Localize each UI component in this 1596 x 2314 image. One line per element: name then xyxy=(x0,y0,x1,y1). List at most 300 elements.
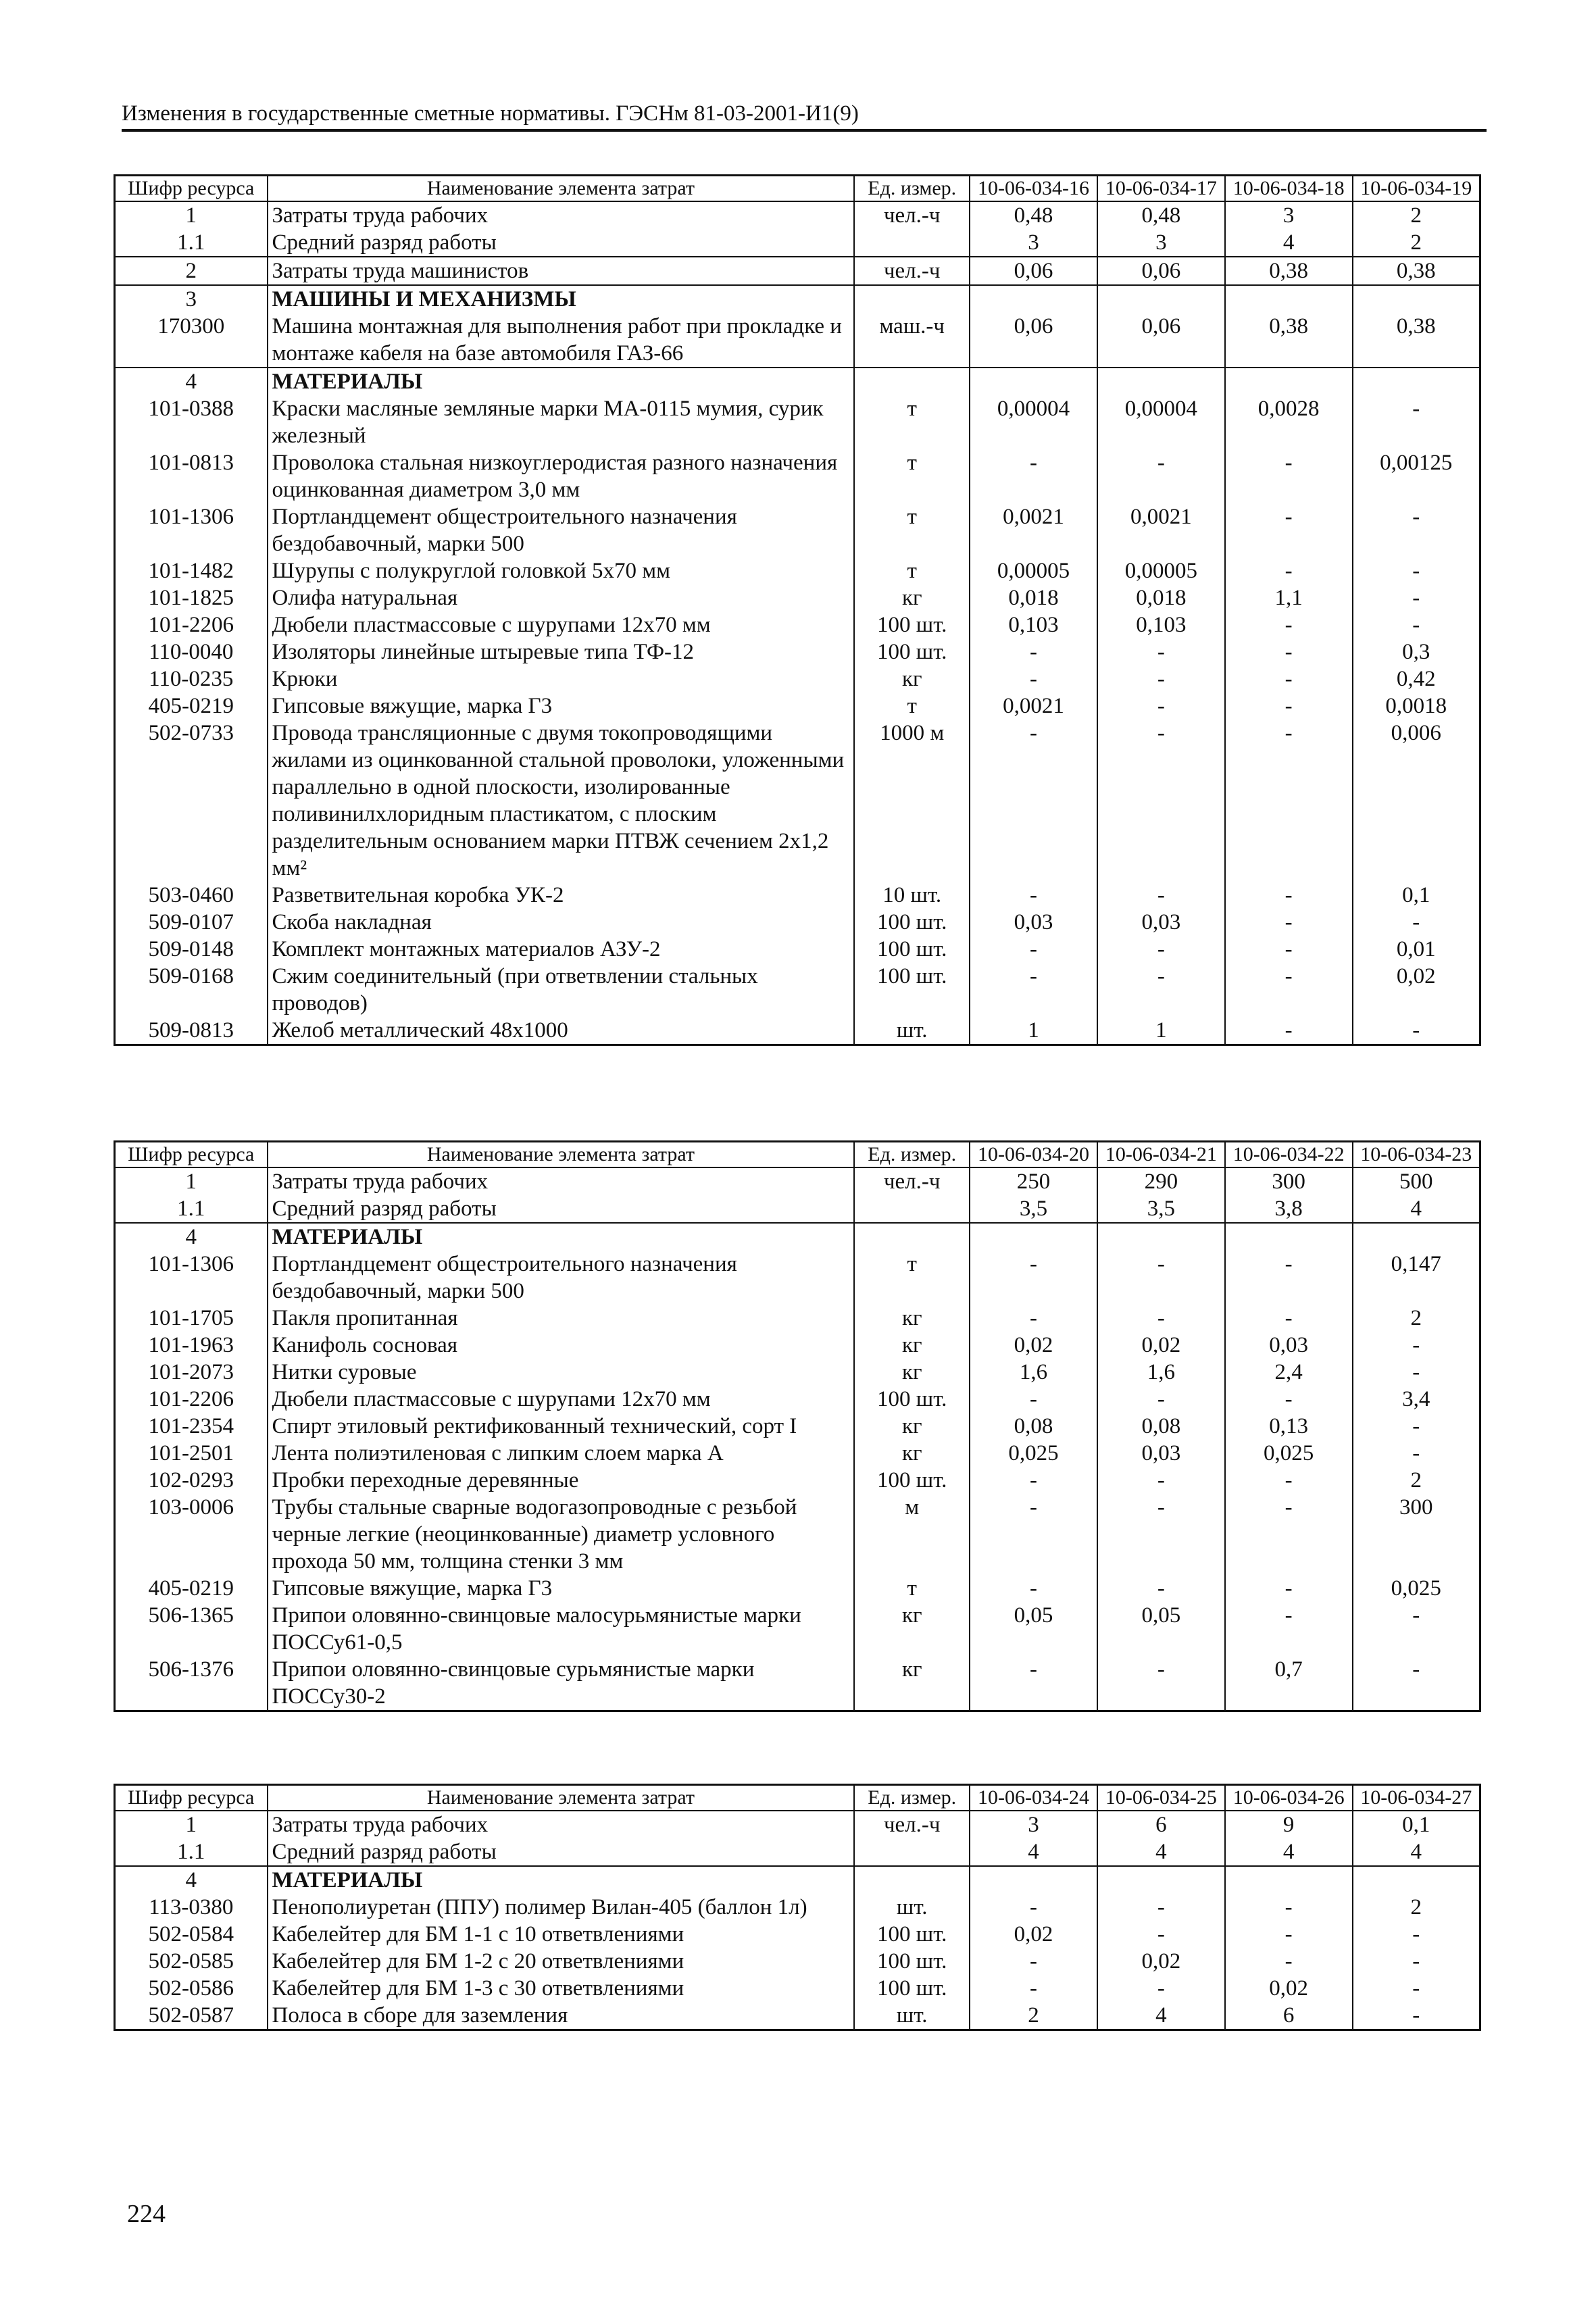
table-row xyxy=(115,1251,1480,1305)
norm-value: - xyxy=(1097,1894,1225,1921)
header-code: Шифр ресурса xyxy=(115,176,268,202)
norm-value: - xyxy=(1353,395,1480,449)
norm-value: - xyxy=(1353,909,1480,936)
norm-value: - xyxy=(1353,1602,1480,1656)
norm-value: 0,06 xyxy=(970,257,1097,285)
norm-value xyxy=(970,1223,1097,1251)
norm-value: 300 xyxy=(1353,1494,1480,1575)
table-row xyxy=(115,963,1480,1017)
norm-value: 0,03 xyxy=(1097,1440,1225,1467)
resource-code: 1 xyxy=(115,1167,268,1195)
norm-value: 1 xyxy=(1097,1017,1225,1045)
norm-value: - xyxy=(1097,720,1225,882)
unit-of-measure: 100 шт. xyxy=(854,1948,970,1975)
norm-value: 0,02 xyxy=(1097,1948,1225,1975)
norm-value: 290 xyxy=(1097,1167,1225,1195)
norm-value: 3,8 xyxy=(1225,1195,1353,1223)
resource-code: 103-0006 xyxy=(115,1494,268,1575)
table-row xyxy=(115,557,1480,584)
norm-value: 0,147 xyxy=(1353,1251,1480,1305)
norm-value: 0,00125 xyxy=(1353,449,1480,503)
norm-value: 3,4 xyxy=(1353,1386,1480,1413)
norm-value: 4 xyxy=(1225,1838,1353,1866)
resource-code: 101-1963 xyxy=(115,1332,268,1359)
norm-value: - xyxy=(1097,1975,1225,2002)
unit-of-measure: кг xyxy=(854,1602,970,1656)
cost-element-name: Желоб металлический 48х1000 xyxy=(268,1017,855,1045)
norm-value: - xyxy=(1353,1413,1480,1440)
cost-element-name: МАТЕРИАЛЫ xyxy=(268,1223,855,1251)
unit-of-measure: маш.-ч xyxy=(854,313,970,368)
table-row xyxy=(115,1017,1480,1045)
norm-value: 0,06 xyxy=(1097,313,1225,368)
norm-value: - xyxy=(1225,909,1353,936)
norm-value: 0,06 xyxy=(1097,257,1225,285)
norm-value: - xyxy=(1353,1017,1480,1045)
table-row xyxy=(115,1656,1480,1711)
norm-value: - xyxy=(1097,1656,1225,1711)
norm-value xyxy=(1225,368,1353,395)
norm-value: - xyxy=(1225,1948,1353,1975)
norm-value: - xyxy=(1225,449,1353,503)
resource-code: 110-0040 xyxy=(115,638,268,665)
table-row xyxy=(115,611,1480,638)
norm-value: - xyxy=(1353,503,1480,557)
norm-value: - xyxy=(1097,936,1225,963)
norm-value: - xyxy=(970,720,1097,882)
norm-value: - xyxy=(1225,1386,1353,1413)
resource-code: 101-1306 xyxy=(115,503,268,557)
cost-element-name: Припои оловянно-свинцовые малосурьмянистые марки ПОССу61-0,5 xyxy=(268,1602,855,1656)
norm-value xyxy=(1225,285,1353,313)
norm-value: - xyxy=(970,449,1097,503)
norm-value: 1,1 xyxy=(1225,584,1353,611)
header-norm-column: 10-06-034-23 xyxy=(1353,1142,1480,1168)
resource-code: 509-0148 xyxy=(115,936,268,963)
unit-of-measure xyxy=(854,368,970,395)
table-row xyxy=(115,368,1480,395)
resource-code: 1.1 xyxy=(115,1195,268,1223)
table-row xyxy=(115,1948,1480,1975)
unit-of-measure: кг xyxy=(854,1305,970,1332)
norm-value: - xyxy=(970,882,1097,909)
norm-value: 0,1 xyxy=(1353,1811,1480,1838)
unit-of-measure: т xyxy=(854,449,970,503)
norm-value: 0,00005 xyxy=(970,557,1097,584)
norm-value: - xyxy=(1225,1602,1353,1656)
table-row xyxy=(115,693,1480,720)
norm-value: 0,48 xyxy=(970,201,1097,229)
norm-value: 3,5 xyxy=(970,1195,1097,1223)
table-row xyxy=(115,285,1480,313)
norm-value: 4 xyxy=(1353,1195,1480,1223)
norm-table-3 xyxy=(114,1784,1481,2031)
norm-value: 3 xyxy=(1225,201,1353,229)
norm-value: 0,0028 xyxy=(1225,395,1353,449)
norm-value: 0,00004 xyxy=(1097,395,1225,449)
cost-element-name: Олифа натуральная xyxy=(268,584,855,611)
resource-code: 101-2206 xyxy=(115,611,268,638)
norm-value: 0,006 xyxy=(1353,720,1480,882)
norm-value: 4 xyxy=(1225,229,1353,257)
norm-value: 2 xyxy=(1353,229,1480,257)
table-row xyxy=(115,1195,1480,1223)
norm-value: 0,01 xyxy=(1353,936,1480,963)
header-norm-column: 10-06-034-22 xyxy=(1225,1142,1353,1168)
norm-value: 4 xyxy=(1097,1838,1225,1866)
header-unit: Ед. измер. xyxy=(854,1142,970,1168)
resource-code: 3 xyxy=(115,285,268,313)
unit-of-measure: кг xyxy=(854,665,970,693)
norm-value: - xyxy=(970,1656,1097,1711)
table-row xyxy=(115,638,1480,665)
norm-value: 0,42 xyxy=(1353,665,1480,693)
cost-element-name: Краски масляные земляные марки МА-0115 мумия, сурик железный xyxy=(268,395,855,449)
norm-value: 0,03 xyxy=(1097,909,1225,936)
norm-table-1 xyxy=(114,174,1481,1046)
resource-code: 110-0235 xyxy=(115,665,268,693)
resource-code: 405-0219 xyxy=(115,693,268,720)
cost-element-name: Пакля пропитанная xyxy=(268,1305,855,1332)
norm-value: 4 xyxy=(970,1838,1097,1866)
table-row xyxy=(115,201,1480,229)
norm-value: 0,00005 xyxy=(1097,557,1225,584)
cost-element-name: МАШИНЫ И МЕХАНИЗМЫ xyxy=(268,285,855,313)
cost-element-name: Дюбели пластмассовые с шурупами 12х70 мм xyxy=(268,611,855,638)
norm-value: 2,4 xyxy=(1225,1359,1353,1386)
table-row xyxy=(115,1602,1480,1656)
norm-value: 9 xyxy=(1225,1811,1353,1838)
table-row xyxy=(115,1921,1480,1948)
cost-element-name: Гипсовые вяжущие, марка Г3 xyxy=(268,1575,855,1602)
cost-element-name: Шурупы с полукруглой головкой 5х70 мм xyxy=(268,557,855,584)
resource-code: 502-0584 xyxy=(115,1921,268,1948)
table-row xyxy=(115,1575,1480,1602)
resource-code: 509-0168 xyxy=(115,963,268,1017)
unit-of-measure: т xyxy=(854,395,970,449)
norm-value: 0,02 xyxy=(970,1921,1097,1948)
norm-value: 0,48 xyxy=(1097,201,1225,229)
norm-value xyxy=(1353,285,1480,313)
unit-of-measure: кг xyxy=(854,1413,970,1440)
norm-value xyxy=(970,1866,1097,1894)
table-row xyxy=(115,1975,1480,2002)
table-row xyxy=(115,720,1480,882)
header-norm-column: 10-06-034-25 xyxy=(1097,1785,1225,1811)
table-row xyxy=(115,2002,1480,2030)
norm-value: 0,00004 xyxy=(970,395,1097,449)
header-unit: Ед. измер. xyxy=(854,1785,970,1811)
cost-element-name: Сжим соединительный (при ответвлении стальных проводов) xyxy=(268,963,855,1017)
norm-value: - xyxy=(970,638,1097,665)
header-name: Наименование элемента затрат xyxy=(268,1785,855,1811)
norm-value: - xyxy=(1097,1386,1225,1413)
header-unit: Ед. измер. xyxy=(854,176,970,202)
cost-element-name: Машина монтажная для выполнения работ при прокладке и монтаже кабеля на базе автомобиля ГАЗ-66 xyxy=(268,313,855,368)
table-row xyxy=(115,1838,1480,1866)
unit-of-measure: т xyxy=(854,503,970,557)
unit-of-measure xyxy=(854,229,970,257)
resource-code: 4 xyxy=(115,1866,268,1894)
cost-element-name: Затраты труда рабочих xyxy=(268,1167,855,1195)
norm-value: 0,13 xyxy=(1225,1413,1353,1440)
table-row xyxy=(115,257,1480,285)
norm-value: 0,38 xyxy=(1353,313,1480,368)
norm-value: 0,0021 xyxy=(1097,503,1225,557)
unit-of-measure: 100 шт. xyxy=(854,909,970,936)
unit-of-measure: кг xyxy=(854,1656,970,1711)
norm-value: 2 xyxy=(1353,1305,1480,1332)
norm-value: 0,38 xyxy=(1353,257,1480,285)
norm-value: 0,38 xyxy=(1225,313,1353,368)
resource-code: 101-1705 xyxy=(115,1305,268,1332)
cost-element-name: Нитки суровые xyxy=(268,1359,855,1386)
norm-value: - xyxy=(1225,1305,1353,1332)
cost-element-name: Затраты труда рабочих xyxy=(268,201,855,229)
norm-value: 0,025 xyxy=(1353,1575,1480,1602)
norm-value xyxy=(1097,1866,1225,1894)
norm-value: - xyxy=(1225,963,1353,1017)
page-number: 224 xyxy=(127,2200,166,2228)
header-norm-column: 10-06-034-17 xyxy=(1097,176,1225,202)
norm-value: 3,5 xyxy=(1097,1195,1225,1223)
norm-value: 2 xyxy=(1353,1467,1480,1494)
norm-value: 3 xyxy=(1097,229,1225,257)
norm-value: - xyxy=(1097,1575,1225,1602)
resource-code: 101-2354 xyxy=(115,1413,268,1440)
norm-value: 4 xyxy=(1097,2002,1225,2030)
resource-code: 101-1825 xyxy=(115,584,268,611)
norm-value: - xyxy=(1097,1494,1225,1575)
table-row xyxy=(115,1440,1480,1467)
norm-value: 0,1 xyxy=(1353,882,1480,909)
norm-value: 0,38 xyxy=(1225,257,1353,285)
table-row xyxy=(115,395,1480,449)
norm-value: - xyxy=(1225,936,1353,963)
norm-value: 2 xyxy=(1353,201,1480,229)
header-name: Наименование элемента затрат xyxy=(268,1142,855,1168)
norm-value: 2 xyxy=(970,2002,1097,2030)
cost-element-name: Дюбели пластмассовые с шурупами 12х70 мм xyxy=(268,1386,855,1413)
resource-code: 101-2206 xyxy=(115,1386,268,1413)
unit-of-measure: 100 шт. xyxy=(854,1975,970,2002)
header-norm-column: 10-06-034-18 xyxy=(1225,176,1353,202)
norm-value: - xyxy=(970,936,1097,963)
norm-value: - xyxy=(970,1894,1097,1921)
norm-value: - xyxy=(1353,611,1480,638)
resource-code: 405-0219 xyxy=(115,1575,268,1602)
norm-value: 500 xyxy=(1353,1167,1480,1195)
norm-value: 0,08 xyxy=(1097,1413,1225,1440)
norm-value: 1,6 xyxy=(1097,1359,1225,1386)
norm-value: 0,05 xyxy=(970,1602,1097,1656)
cost-element-name: Средний разряд работы xyxy=(268,229,855,257)
norm-value: 0,06 xyxy=(970,313,1097,368)
table-row xyxy=(115,1386,1480,1413)
cost-element-name: Кабелейтер для БМ 1-1 с 10 ответвлениями xyxy=(268,1921,855,1948)
norm-value: 0,7 xyxy=(1225,1656,1353,1711)
unit-of-measure: кг xyxy=(854,1359,970,1386)
norm-value: 0,018 xyxy=(970,584,1097,611)
resource-code: 502-0585 xyxy=(115,1948,268,1975)
unit-of-measure: 100 шт. xyxy=(854,936,970,963)
unit-of-measure: 100 шт. xyxy=(854,1467,970,1494)
table-row xyxy=(115,882,1480,909)
norm-value: 0,02 xyxy=(1225,1975,1353,2002)
unit-of-measure: 100 шт. xyxy=(854,611,970,638)
resource-code: 1 xyxy=(115,1811,268,1838)
norm-value xyxy=(1225,1223,1353,1251)
resource-code: 1.1 xyxy=(115,229,268,257)
unit-of-measure xyxy=(854,285,970,313)
cost-element-name: Изоляторы линейные штыревые типа ТФ-12 xyxy=(268,638,855,665)
norm-value: - xyxy=(1353,1948,1480,1975)
resource-code: 502-0733 xyxy=(115,720,268,882)
resource-code: 170300 xyxy=(115,313,268,368)
norm-value: 0,05 xyxy=(1097,1602,1225,1656)
header-norm-column: 10-06-034-21 xyxy=(1097,1142,1225,1168)
unit-of-measure: шт. xyxy=(854,2002,970,2030)
header-norm-column: 10-06-034-26 xyxy=(1225,1785,1353,1811)
norm-value: - xyxy=(970,1467,1097,1494)
norm-value: - xyxy=(970,1494,1097,1575)
resource-code: 2 xyxy=(115,257,268,285)
cost-element-name: Припои оловянно-свинцовые сурьмянистые марки ПОССу30-2 xyxy=(268,1656,855,1711)
norm-value xyxy=(1097,285,1225,313)
norm-value xyxy=(1353,1866,1480,1894)
cost-element-name: Гипсовые вяжущие, марка Г3 xyxy=(268,693,855,720)
norm-value: - xyxy=(970,665,1097,693)
norm-value: - xyxy=(1353,584,1480,611)
cost-element-name: МАТЕРИАЛЫ xyxy=(268,368,855,395)
norm-value: - xyxy=(1097,1921,1225,1948)
norm-value: - xyxy=(1353,1440,1480,1467)
unit-of-measure: 100 шт. xyxy=(854,1921,970,1948)
norm-value: 0,02 xyxy=(970,1332,1097,1359)
header-norm-column: 10-06-034-19 xyxy=(1353,176,1480,202)
norm-value: 6 xyxy=(1225,2002,1353,2030)
norm-value: - xyxy=(1097,665,1225,693)
norm-value xyxy=(1353,1223,1480,1251)
norm-value: - xyxy=(1225,882,1353,909)
norm-value: - xyxy=(1225,503,1353,557)
table-row xyxy=(115,665,1480,693)
unit-of-measure: 10 шт. xyxy=(854,882,970,909)
cost-element-name: Спирт этиловый ректификованный технический, сорт I xyxy=(268,1413,855,1440)
resource-code: 506-1376 xyxy=(115,1656,268,1711)
table-row xyxy=(115,1811,1480,1838)
resource-code: 502-0587 xyxy=(115,2002,268,2030)
norm-value: - xyxy=(1225,1467,1353,1494)
resource-code: 101-1306 xyxy=(115,1251,268,1305)
header-norm-column: 10-06-034-16 xyxy=(970,176,1097,202)
norm-value: - xyxy=(970,1975,1097,2002)
norm-value: - xyxy=(1097,882,1225,909)
norm-value: 0,103 xyxy=(970,611,1097,638)
norm-value: - xyxy=(1225,693,1353,720)
resource-code: 101-0388 xyxy=(115,395,268,449)
table-row xyxy=(115,229,1480,257)
unit-of-measure: кг xyxy=(854,1440,970,1467)
table-row xyxy=(115,1866,1480,1894)
header-code: Шифр ресурса xyxy=(115,1785,268,1811)
norm-value: - xyxy=(1225,1251,1353,1305)
unit-of-measure: чел.-ч xyxy=(854,201,970,229)
table-row xyxy=(115,1467,1480,1494)
norm-value xyxy=(970,285,1097,313)
norm-value: - xyxy=(1353,557,1480,584)
unit-of-measure xyxy=(854,1838,970,1866)
norm-value: 0,025 xyxy=(970,1440,1097,1467)
norm-table-2 xyxy=(114,1140,1481,1712)
resource-code: 1 xyxy=(115,201,268,229)
unit-of-measure: т xyxy=(854,1575,970,1602)
cost-element-name: Полоса в сборе для заземления xyxy=(268,2002,855,2030)
unit-of-measure: 100 шт. xyxy=(854,638,970,665)
cost-element-name: Средний разряд работы xyxy=(268,1838,855,1866)
norm-value: - xyxy=(1225,1894,1353,1921)
cost-element-name: Средний разряд работы xyxy=(268,1195,855,1223)
table-row xyxy=(115,584,1480,611)
norm-value: 0,03 xyxy=(970,909,1097,936)
unit-of-measure: кг xyxy=(854,584,970,611)
norm-value: - xyxy=(970,1251,1097,1305)
unit-of-measure: т xyxy=(854,693,970,720)
resource-code: 1.1 xyxy=(115,1838,268,1866)
cost-element-name: Лента полиэтиленовая с липким слоем марка А xyxy=(268,1440,855,1467)
norm-value: - xyxy=(1225,638,1353,665)
norm-value: 0,02 xyxy=(1353,963,1480,1017)
unit-of-measure xyxy=(854,1866,970,1894)
norm-value: - xyxy=(1353,1975,1480,2002)
norm-value: - xyxy=(1225,1017,1353,1045)
table-row xyxy=(115,1332,1480,1359)
cost-element-name: Портландцемент общестроительного назначения бездобавочный, марки 500 xyxy=(268,1251,855,1305)
unit-of-measure: чел.-ч xyxy=(854,257,970,285)
table-row xyxy=(115,1413,1480,1440)
unit-of-measure: кг xyxy=(854,1332,970,1359)
norm-value: - xyxy=(970,1948,1097,1975)
resource-code: 502-0586 xyxy=(115,1975,268,2002)
cost-element-name: МАТЕРИАЛЫ xyxy=(268,1866,855,1894)
norm-value: 2 xyxy=(1353,1894,1480,1921)
resource-code: 101-1482 xyxy=(115,557,268,584)
norm-value: - xyxy=(1225,1494,1353,1575)
resource-code: 4 xyxy=(115,1223,268,1251)
norm-value: - xyxy=(1097,638,1225,665)
norm-value xyxy=(1097,1223,1225,1251)
norm-value: - xyxy=(1225,1575,1353,1602)
cost-element-name: Крюки xyxy=(268,665,855,693)
norm-value: - xyxy=(1353,1332,1480,1359)
cost-element-name: Канифоль сосновая xyxy=(268,1332,855,1359)
unit-of-measure xyxy=(854,1223,970,1251)
norm-value: - xyxy=(1225,1921,1353,1948)
table-row xyxy=(115,1359,1480,1386)
norm-value: 3 xyxy=(970,229,1097,257)
norm-value xyxy=(1353,368,1480,395)
unit-of-measure: 1000 м xyxy=(854,720,970,882)
table-row xyxy=(115,1223,1480,1251)
table-row xyxy=(115,449,1480,503)
table-row xyxy=(115,909,1480,936)
unit-of-measure: 100 шт. xyxy=(854,963,970,1017)
cost-element-name: Пенополиуретан (ППУ) полимер Вилан-405 (баллон 1л) xyxy=(268,1894,855,1921)
norm-value: 0,03 xyxy=(1225,1332,1353,1359)
unit-of-measure: шт. xyxy=(854,1017,970,1045)
unit-of-measure xyxy=(854,1195,970,1223)
resource-code: 509-0813 xyxy=(115,1017,268,1045)
